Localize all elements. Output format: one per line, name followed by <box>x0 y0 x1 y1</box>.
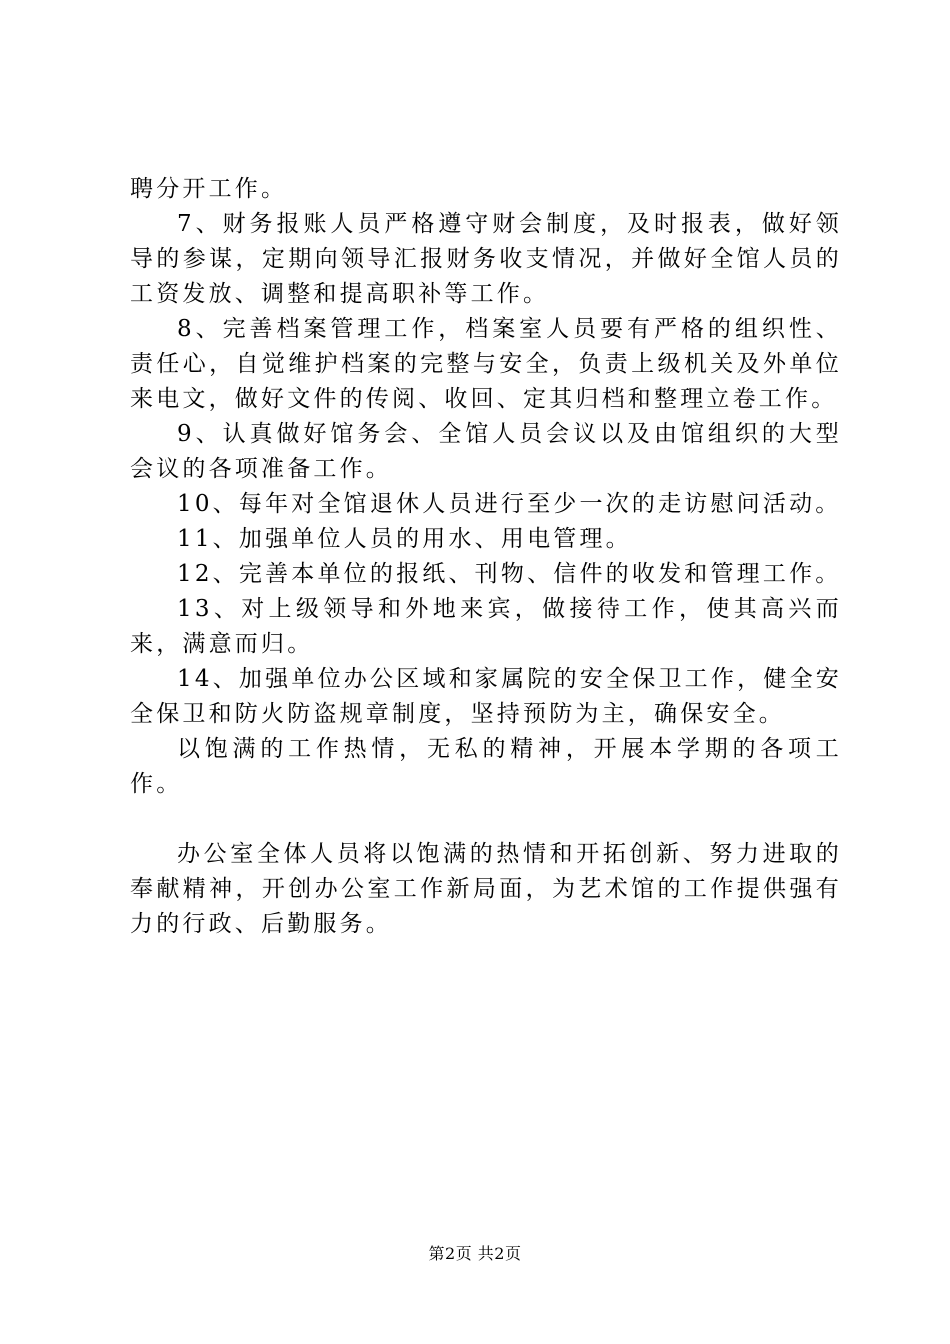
paragraph-item-10: 10、每年对全馆退休人员进行至少一次的走访慰问活动。 <box>177 491 842 517</box>
paragraph-conclusion: 办公室全体人员将以饱满的热情和开拓创新、努力进取的奉献精神，开创办公室工作新局面，为艺术馆的工作提供强有力的行政、后勤服务。 <box>130 841 842 937</box>
document-body <box>130 172 842 942</box>
paragraph-item-9: 9、认真做好馆务会、全馆人员会议以及由馆组织的大型会议的各项准备工作。 <box>130 421 842 482</box>
paragraph-continuation: 聘分开工作。 <box>130 176 288 202</box>
paragraph-summary: 以饱满的工作热情，无私的精神，开展本学期的各项工作。 <box>130 736 842 797</box>
paragraph-item-12: 12、完善本单位的报纸、刊物、信件的收发和管理工作。 <box>177 561 842 587</box>
paragraph-item-7: 7、财务报账人员严格遵守财会制度，及时报表，做好领导的参谋，定期向领导汇报财务收支情况，并做好全馆人员的工资发放、调整和提高职补等工作。 <box>130 211 842 307</box>
paragraph-item-8: 8、完善档案管理工作，档案室人员要有严格的组织性、责任心，自觉维护档案的完整与安全，负责上级机关及外单位来电文，做好文件的传阅、收回、定其归档和整理立卷工作。 <box>130 316 842 412</box>
page-number-footer: 第2页 共2页 <box>428 1244 522 1263</box>
paragraph-spacer <box>130 802 842 837</box>
paragraph-item-14: 14、加强单位办公区域和家属院的安全保卫工作，健全安全保卫和防火防盗规章制度，坚持预防为主，确保安全。 <box>130 666 842 727</box>
paragraph-item-13: 13、对上级领导和外地来宾，做接待工作，使其高兴而来，满意而归。 <box>130 596 842 657</box>
paragraph-item-11: 11、加强单位人员的用水、用电管理。 <box>177 526 632 552</box>
